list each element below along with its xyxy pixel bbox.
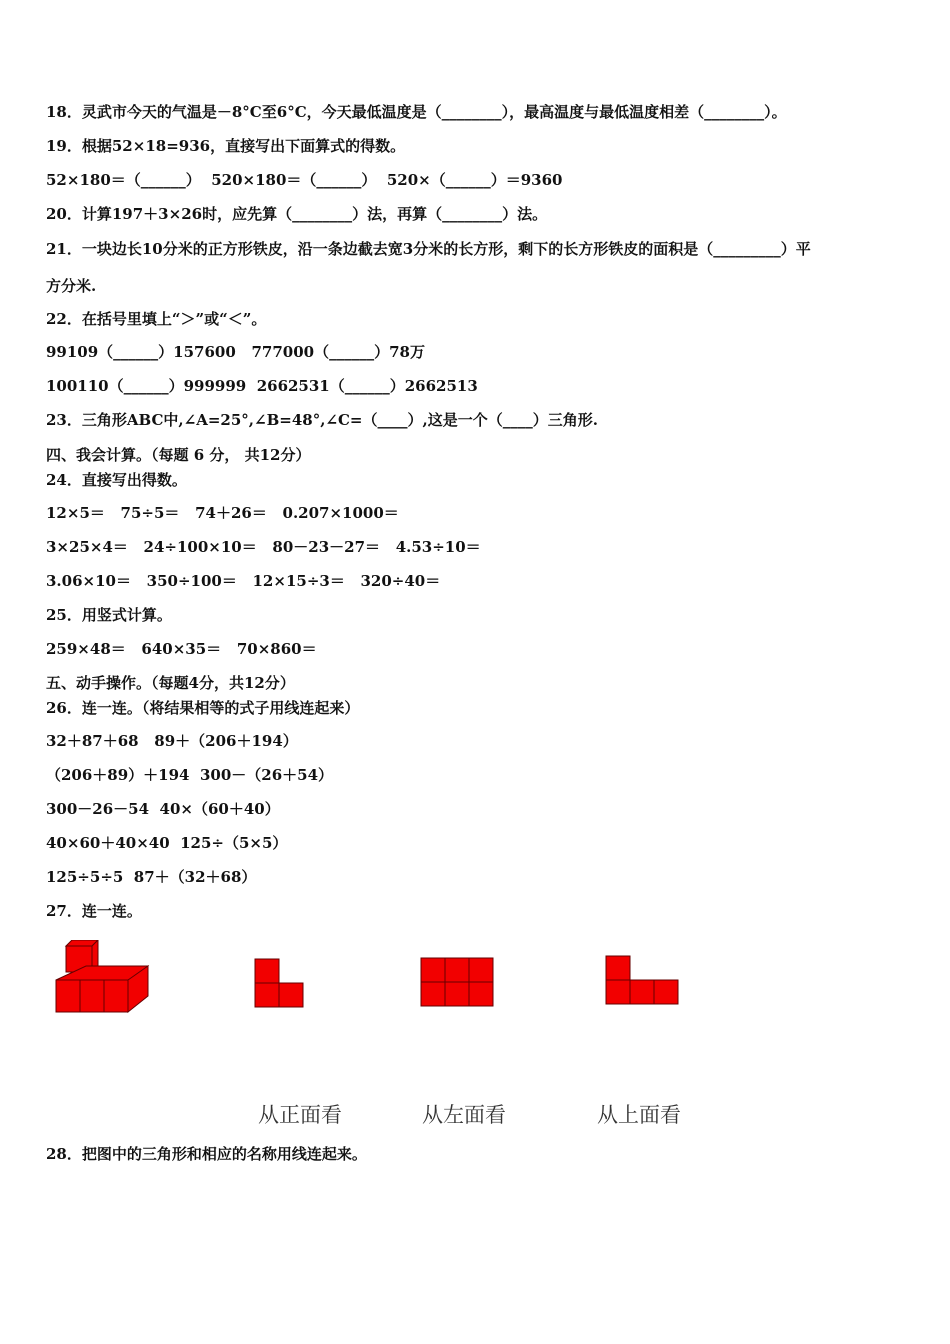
text-line: 259×48＝ 640×35＝ 70×860＝: [46, 640, 317, 658]
left-view-figure: [420, 957, 496, 1009]
text-line: （206＋89）＋194 300－（26＋54）: [46, 766, 334, 784]
text-line: 99109（______）157600 777000（______）78万: [46, 343, 425, 361]
text-line: 100110（______）999999 2662531（______）2662513: [46, 377, 478, 395]
left-view-label: 从左面看: [422, 1103, 506, 1127]
text-line: 3.06×10＝ 350÷100＝ 12×15÷3＝ 320÷40＝: [46, 572, 441, 590]
front-view-figure: [254, 958, 306, 1010]
text-line: 300－26－54 40×（60＋40）: [46, 800, 280, 818]
text-line: 22．在括号里填上“＞”或“＜”。: [46, 310, 267, 328]
text-line: 四、我会计算。（每题 6 分， 共12分）: [46, 446, 311, 464]
top-view-figure: [605, 955, 681, 1007]
text-line: 25．用竖式计算。: [46, 606, 172, 624]
text-line: 21．一块边长10分米的正方形铁皮，沿一条边截去宽3分米的长方形，剩下的长方形铁皮的面积是（_________）平: [46, 240, 811, 258]
cube-stack-figure: [50, 940, 155, 1020]
text-line: 3×25×4＝ 24÷100×10＝ 80－23－27＝ 4.53÷10＝: [46, 538, 481, 556]
text-line: 18．灵武市今天的气温是－8°C至6°C，今天最低温度是（________），最高温度与最低温度相差（________）。: [46, 103, 787, 121]
text-line: 12×5＝ 75÷5＝ 74＋26＝ 0.207×1000＝: [46, 504, 399, 522]
text-line: 125÷5÷5 87＋（32＋68）: [46, 868, 257, 886]
text-line: 26．连一连。（将结果相等的式子用线连起来）: [46, 699, 360, 717]
text-line: 32＋87＋68 89＋（206＋194）: [46, 732, 298, 750]
text-line: 五、动手操作。（每题4分，共12分）: [46, 674, 295, 692]
text-line: 23．三角形ABC中,∠A=25°,∠B=48°,∠C=（____）,这是一个（____）三角形.: [46, 411, 598, 429]
text-line: 27．连一连。: [46, 902, 142, 920]
top-view-label: 从上面看: [597, 1103, 681, 1127]
text-line: 19．根据52×18=936，直接写出下面算式的得数。: [46, 137, 406, 155]
text-line: 40×60＋40×40 125÷（5×5）: [46, 834, 288, 852]
text-line: 24．直接写出得数。: [46, 471, 187, 489]
text-line: 28．把图中的三角形和相应的名称用线连起来。: [46, 1145, 367, 1163]
text-line: 方分米.: [46, 277, 97, 295]
text-line: 52×180＝（______） 520×180＝（______） 520×（______）＝9360: [46, 171, 563, 189]
front-view-label: 从正面看: [258, 1103, 342, 1127]
text-line: 20．计算197＋3×26时，应先算（________）法，再算（________）法。: [46, 205, 548, 223]
